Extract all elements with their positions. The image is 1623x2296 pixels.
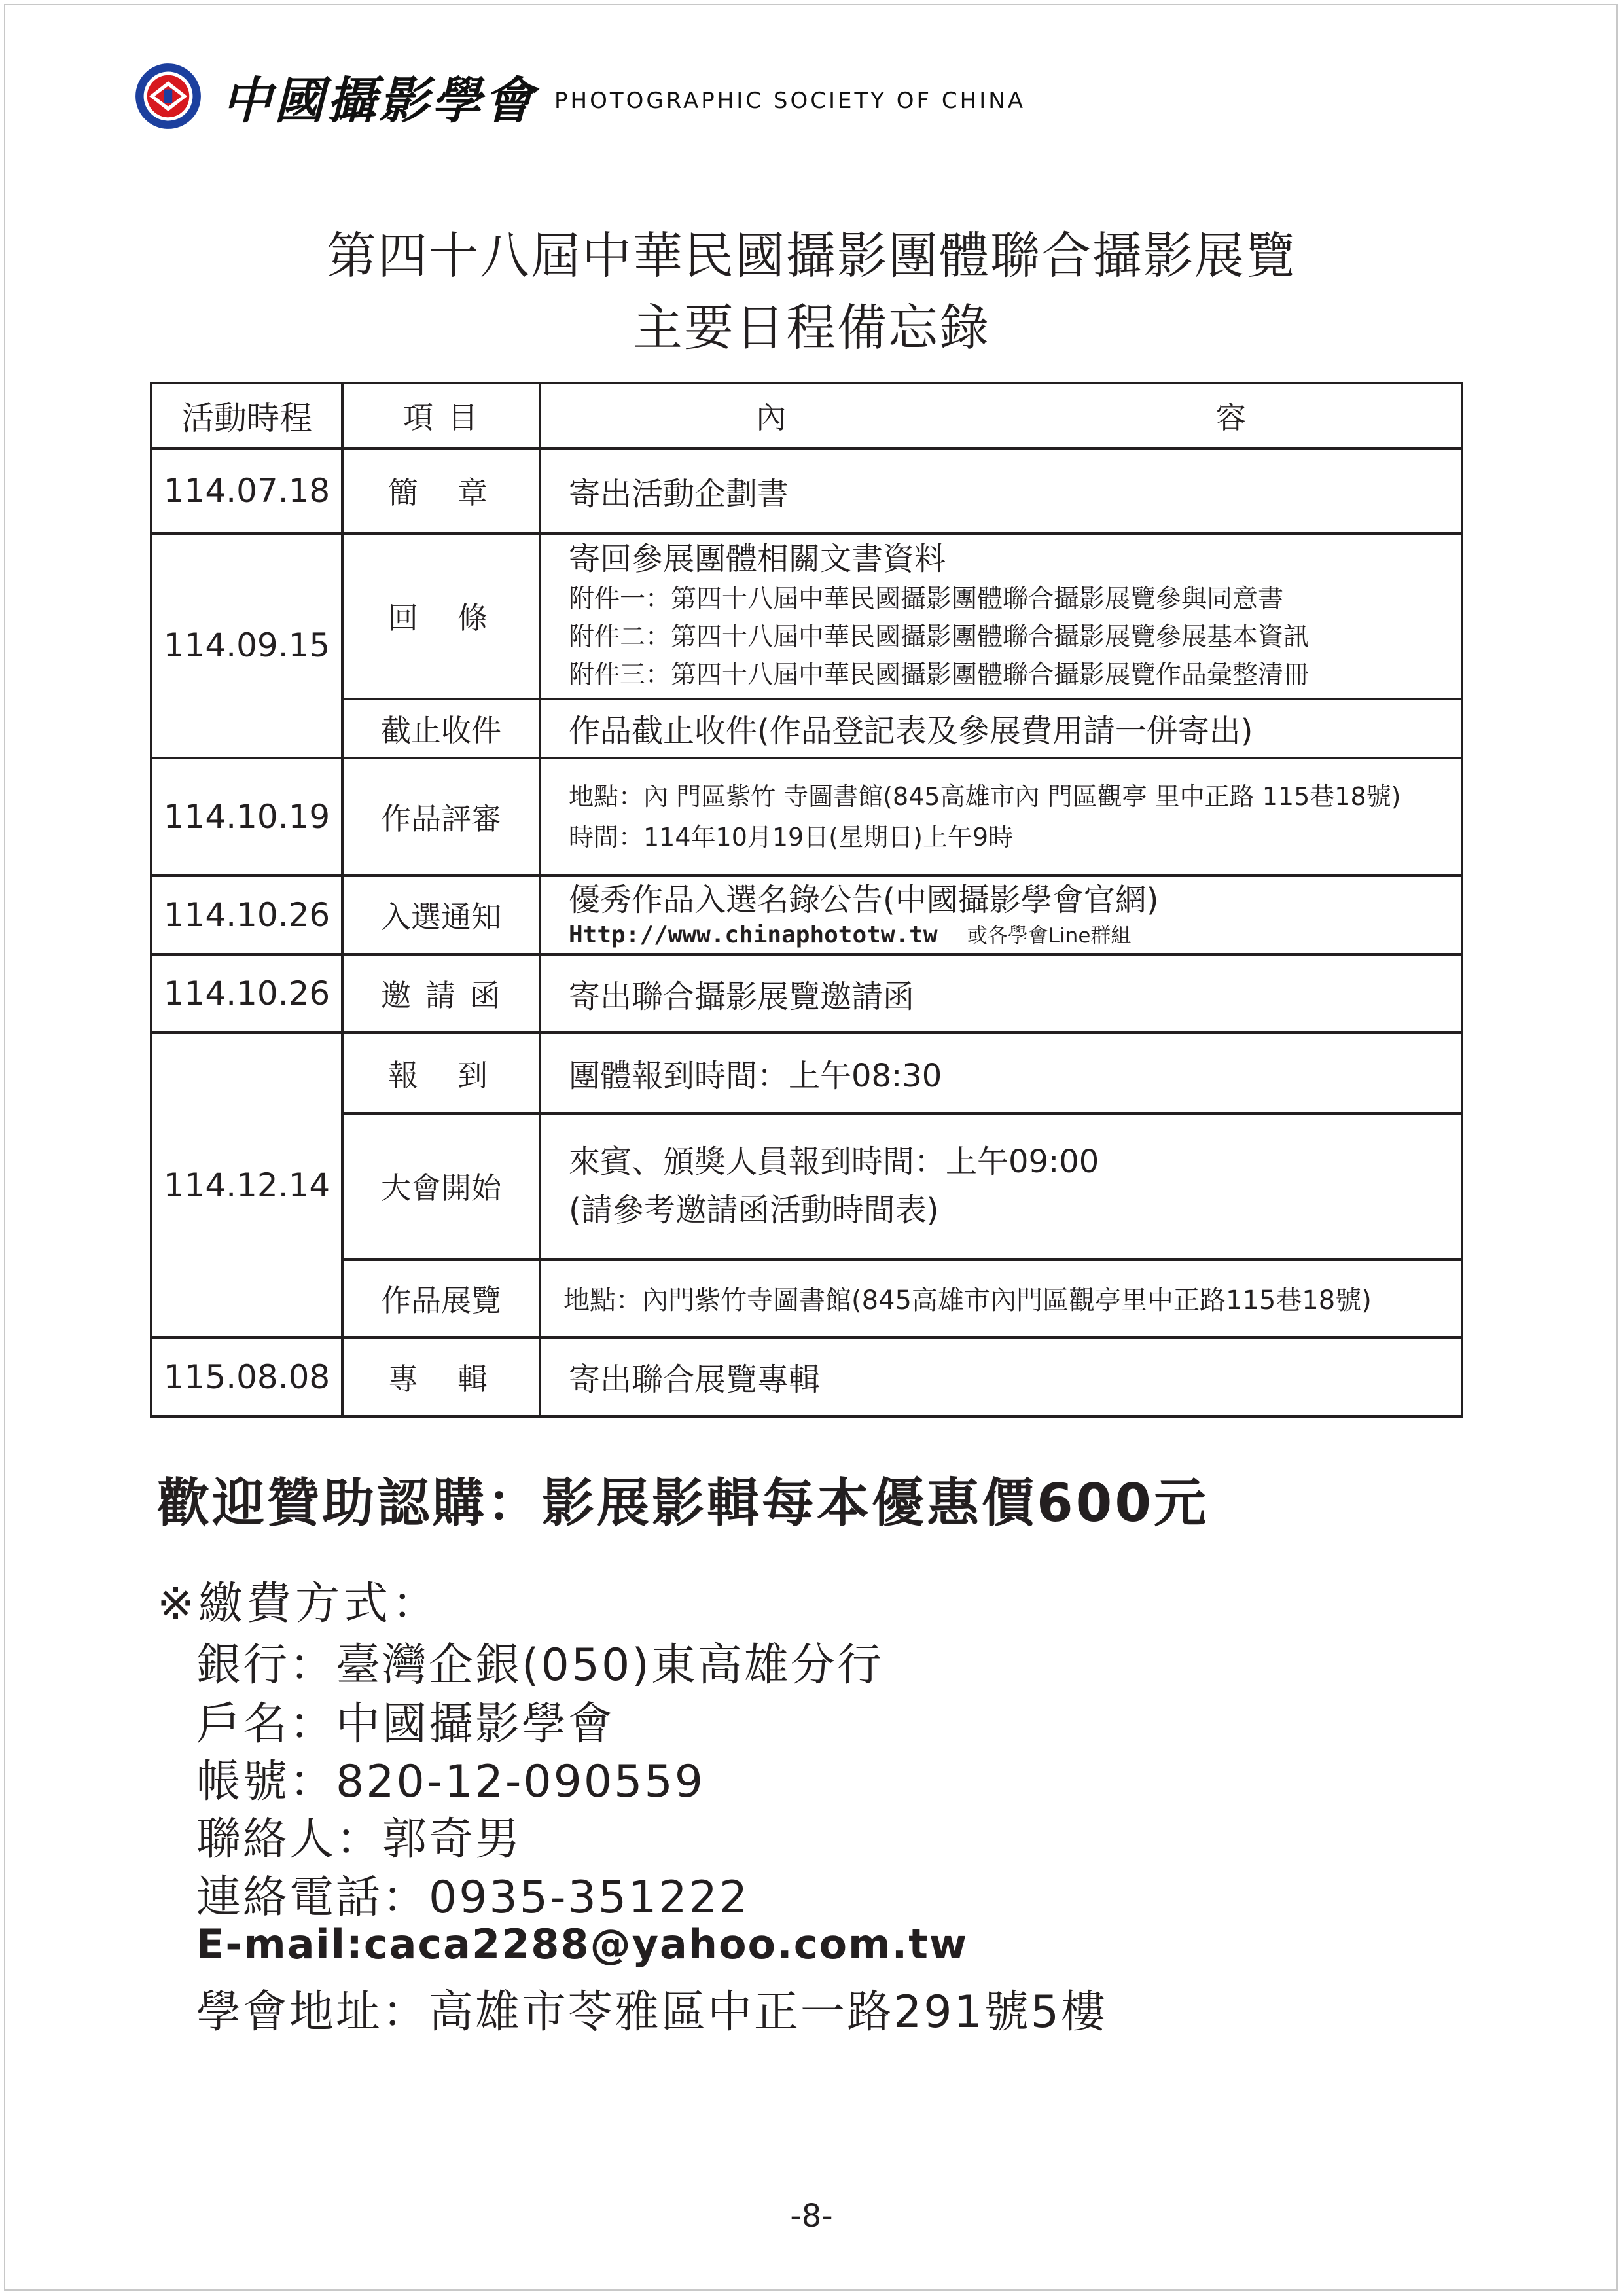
page-number: -8- — [790, 2198, 833, 2234]
attachment-2: 附件二：第四十八屆中華民國攝影團體聯合攝影展覽參展基本資訊 — [569, 622, 1310, 653]
row-date: 114.10.26 — [151, 876, 342, 954]
row-item: 截止收件 — [342, 699, 540, 758]
row-content — [540, 533, 1462, 698]
email-line[interactable]: E-mail:caca2288@yahoo.com.tw — [196, 1920, 969, 1968]
row-content — [540, 876, 1462, 954]
announcement-text: 優秀作品入選名錄公告(中國攝影學會官網) — [569, 881, 1159, 918]
row-item: 簡章 — [342, 448, 540, 533]
row-item: 入選通知 — [342, 876, 540, 954]
row-content — [540, 758, 1462, 876]
row-item: 邀請函 — [342, 954, 540, 1033]
row-date: 114.09.15 — [151, 533, 342, 757]
row-content — [540, 1113, 1462, 1259]
attachment-1: 附件一：第四十八屆中華民國攝影團體聯合攝影展覽參與同意書 — [569, 584, 1284, 615]
judging-location: 地點：內 門區紫竹 寺圖書館(845高雄市內 門區觀亭 里中正路 115巷18號) — [569, 781, 1401, 811]
address-line: 學會地址：高雄市苓雅區中正一路291號5樓 — [196, 1986, 1108, 2038]
table-row — [151, 876, 1462, 954]
table-row — [151, 1113, 1462, 1259]
table-row — [151, 954, 1462, 1033]
header-date: 活動時程 — [151, 383, 342, 448]
document-subtitle: 主要日程備忘錄 — [633, 298, 990, 357]
row-date: 115.08.08 — [151, 1338, 342, 1416]
row-date: 114.10.26 — [151, 954, 342, 1033]
guest-checkin: 來賓、頒獎人員報到時間：上午09:00 — [569, 1143, 1099, 1181]
contact-line: 聯絡人：郭奇男 — [196, 1814, 522, 1865]
schedule-table — [150, 382, 1463, 1418]
table-header-row — [151, 383, 1462, 448]
header-content-b: 容 — [1215, 400, 1246, 436]
row-content-main: 寄回參展團體相關文書資料 — [569, 541, 946, 578]
header-content — [540, 383, 1462, 448]
row-date: 114.07.18 — [151, 448, 342, 533]
letterhead — [134, 60, 1026, 132]
payment-title: ※繳費方式： — [157, 1578, 440, 1630]
table-row — [151, 448, 1462, 533]
promo-banner: 歡迎贊助認購：影展影輯每本優惠價600元 — [157, 1473, 1209, 1534]
row-content: 作品截止收件(作品登記表及參展費用請一併寄出) — [540, 699, 1462, 758]
row-item: 回條 — [342, 533, 540, 698]
guest-checkin-note: (請參考邀請函活動時間表) — [569, 1192, 939, 1229]
table-row — [151, 699, 1462, 758]
table-row — [151, 1033, 1462, 1113]
row-item: 作品評審 — [342, 758, 540, 876]
row-item: 報到 — [342, 1033, 540, 1113]
row-content: 團體報到時間：上午08:30 — [540, 1033, 1462, 1113]
society-emblem-icon — [134, 62, 202, 130]
header-content-a: 內 — [756, 400, 787, 436]
row-content: 寄出活動企劃書 — [540, 448, 1462, 533]
row-item: 大會開始 — [342, 1113, 540, 1259]
row-content: 寄出聯合展覽專輯 — [540, 1338, 1462, 1416]
row-item: 作品展覽 — [342, 1259, 540, 1338]
line-group-note: 或各學會Line群組 — [967, 924, 1132, 948]
header-item: 項目 — [342, 383, 540, 448]
row-date: 114.12.14 — [151, 1033, 342, 1338]
table-row — [151, 533, 1462, 698]
row-date: 114.10.19 — [151, 758, 342, 876]
org-name-english: PHOTOGRAPHIC SOCIETY OF CHINA — [554, 88, 1026, 114]
row-content: 地點：內門紫竹寺圖書館(845高雄市內門區觀亭里中正路115巷18號) — [540, 1259, 1462, 1338]
website-link[interactable]: Http://www.chinaphototw.tw — [569, 921, 938, 948]
account-name-line: 戶名：中國攝影學會 — [196, 1698, 615, 1750]
table-row — [151, 1259, 1462, 1338]
table-row — [151, 1338, 1462, 1416]
judging-time: 時間：114年10月19日(星期日)上午9時 — [569, 822, 1014, 852]
table-row — [151, 758, 1462, 876]
phone-line: 連絡電話：0935-351222 — [196, 1872, 750, 1924]
row-item: 專輯 — [342, 1338, 540, 1416]
org-name-chinese: 中國攝影學會 — [222, 71, 536, 130]
account-number-line: 帳號：820-12-090559 — [196, 1756, 705, 1808]
document-title: 第四十八屆中華民國攝影團體聯合攝影展覽 — [327, 226, 1296, 285]
attachment-3: 附件三：第四十八屆中華民國攝影團體聯合攝影展覽作品彙整清冊 — [569, 660, 1310, 691]
bank-line: 銀行：臺灣企銀(050)東高雄分行 — [196, 1640, 883, 1691]
row-content: 寄出聯合攝影展覽邀請函 — [540, 954, 1462, 1033]
